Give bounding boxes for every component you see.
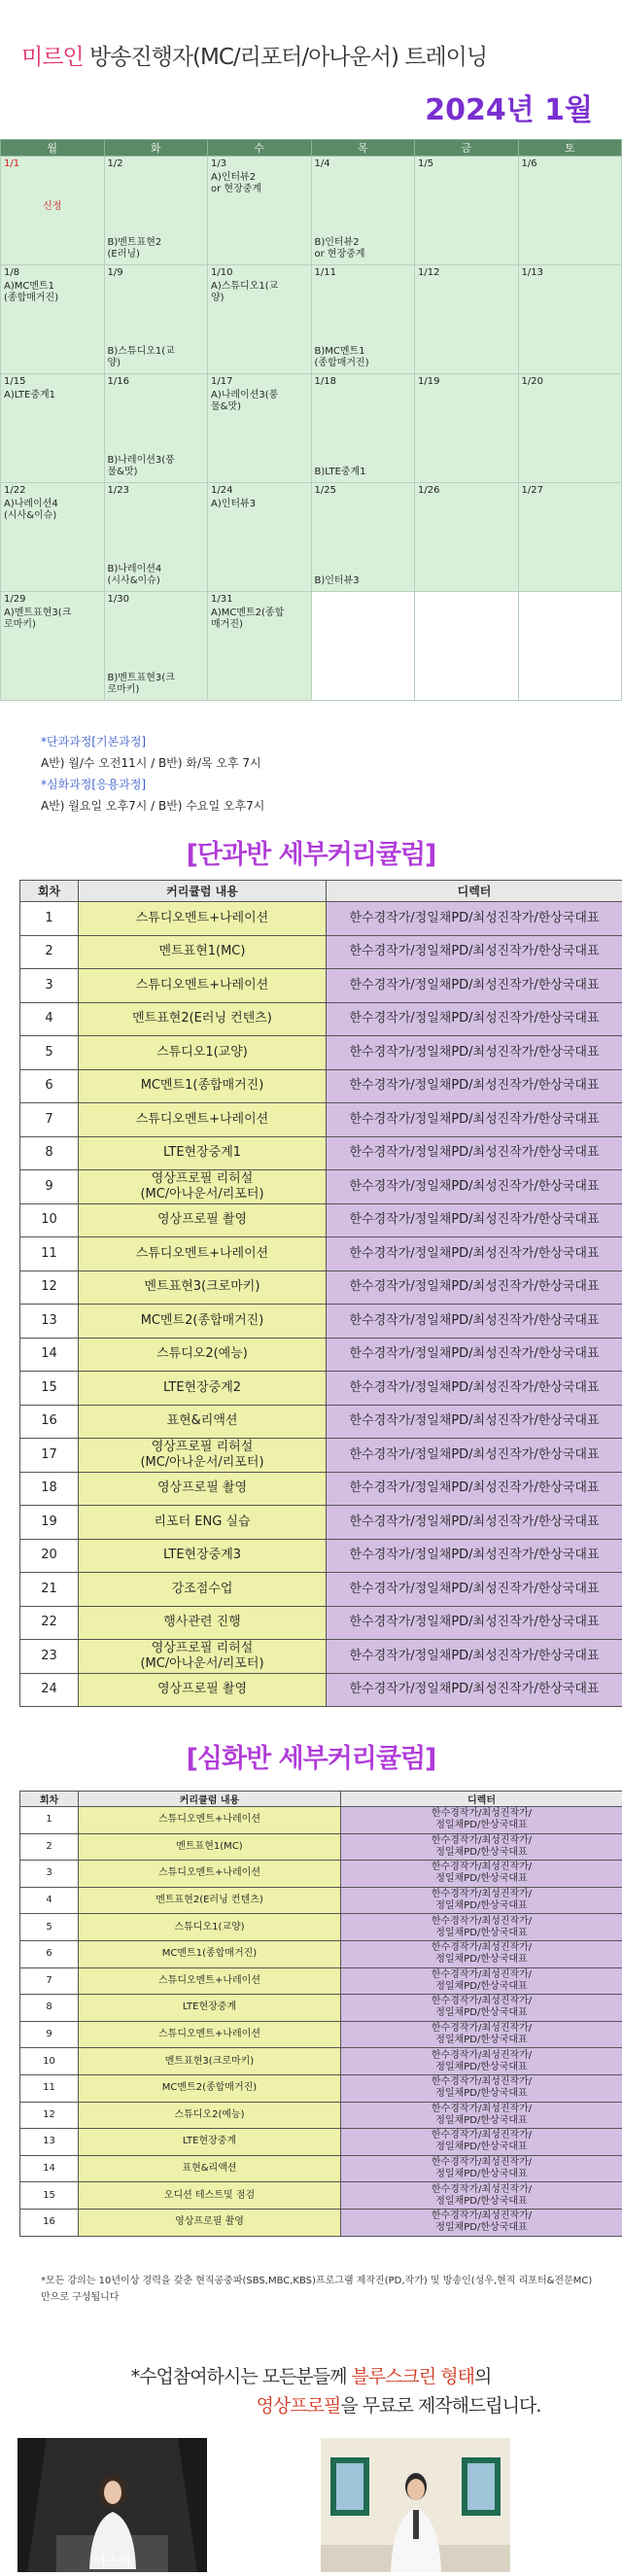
curriculum-row — [20, 935, 622, 969]
round-number: 15 — [20, 1372, 79, 1406]
director-names: 한수경작가/정일채PD/최성진작가/한상국대표 — [327, 1439, 622, 1473]
curriculum-row — [20, 1995, 622, 2022]
calendar-week — [1, 483, 622, 592]
calendar-date: 1/20 — [521, 376, 543, 387]
calendar-date: 1/30 — [107, 594, 129, 605]
curriculum-content: 스튜디오멘트+나레이션 — [79, 1103, 327, 1137]
curriculum-content: 영상프로필 리허설 (MC/아나운서/리포터) — [79, 1439, 327, 1473]
col-header-round: 회차 — [20, 881, 79, 902]
curriculum-content: 표현&리액션 — [79, 1405, 327, 1439]
curriculum-content: 스튜디오멘트+나레이션 — [79, 902, 327, 936]
curriculum-content: 오디션 테스트및 점검 — [79, 2182, 341, 2210]
round-number: 3 — [20, 969, 79, 1003]
curriculum-row — [20, 2048, 622, 2075]
calendar-day-cell — [415, 592, 519, 701]
curriculum-row — [20, 1069, 622, 1103]
basic-curriculum-table — [19, 880, 622, 1707]
calendar-day-cell — [1, 374, 105, 483]
curriculum-row — [20, 2129, 622, 2156]
curriculum-row — [20, 1967, 622, 1995]
title-text: 방송진행자(MC/리포터/아나운서) 트레이닝 — [83, 45, 488, 70]
curriculum-content: 스튜디오멘트+나레이션 — [79, 1237, 327, 1271]
round-number: 16 — [20, 1405, 79, 1439]
curriculum-content: LTE현장중계2 — [79, 1372, 327, 1406]
curriculum-content: 스튜디오멘트+나레이션 — [79, 969, 327, 1003]
round-number: 1 — [20, 1807, 79, 1834]
director-names: 한수경작가/정일채PD/최성진작가/한상국대표 — [327, 1170, 622, 1204]
calendar-day-cell — [104, 157, 208, 265]
round-number: 6 — [20, 1069, 79, 1103]
director-names: 한수경작가/정일채PD/최성진작가/한상국대표 — [327, 1002, 622, 1036]
promo-line-1 — [0, 2362, 622, 2388]
round-number: 9 — [20, 2021, 79, 2048]
curriculum-content: MC멘트1(종합매거진) — [79, 1940, 341, 1967]
director-names: 한수경작가/최성진작가/ 정일채PD/한상국대표 — [341, 1861, 622, 1888]
curriculum-content: 스튜디오1(교양) — [79, 1914, 341, 1941]
curriculum-content: 영상프로필 촬영 — [79, 1673, 327, 1707]
curriculum-content: 멘트표현3(크로마키) — [79, 2048, 341, 2075]
calendar-week — [1, 265, 622, 374]
promo-line-2 — [175, 2391, 622, 2418]
curriculum-row — [20, 1472, 622, 1506]
director-names: 한수경작가/정일채PD/최성진작가/한상국대표 — [327, 1271, 622, 1305]
calendar-date: 1/31 — [211, 594, 233, 605]
calendar-date: 1/13 — [521, 267, 543, 278]
curriculum-content: LTE현장중계3 — [79, 1539, 327, 1573]
advanced-course-label: *심화과정[응용과정] — [41, 778, 147, 791]
curriculum-content: 스튜디오2(예능) — [79, 1338, 327, 1372]
curriculum-row — [20, 2182, 622, 2210]
calendar-date: 1/25 — [314, 485, 336, 496]
curriculum-row — [20, 1833, 622, 1861]
curriculum-row — [20, 902, 622, 936]
curriculum-content: LTE현장중계1 — [79, 1136, 327, 1170]
calendar-date: 1/11 — [314, 267, 336, 278]
col-header-content: 커리큘럼 내용 — [79, 881, 327, 902]
photo-caption: 이초배 — [93, 2555, 131, 2569]
round-number: 7 — [20, 1967, 79, 1995]
director-names: 한수경작가/정일채PD/최성진작가/한상국대표 — [327, 1305, 622, 1339]
curriculum-content: MC멘트2(종합매거진) — [79, 1305, 327, 1339]
class-b-session: B)인터뷰2 or 현장중계 — [314, 237, 365, 260]
curriculum-row — [20, 1305, 622, 1339]
curriculum-content: 스튜디오멘트+나레이션 — [79, 1807, 341, 1834]
promo-text: 의 — [474, 2366, 492, 2387]
round-number: 22 — [20, 1606, 79, 1640]
curriculum-row — [20, 1103, 622, 1137]
curriculum-content: 영상프로필 촬영 — [79, 2209, 341, 2236]
calendar-week — [1, 157, 622, 265]
brand-name: 미르인 — [21, 45, 84, 70]
promo-highlight-profile: 영상프로필 — [256, 2395, 341, 2417]
director-names: 한수경작가/정일채PD/최성진작가/한상국대표 — [327, 1606, 622, 1640]
calendar-day-cell — [208, 157, 312, 265]
profile-photo-woman — [17, 2438, 207, 2572]
director-names: 한수경작가/최성진작가/ 정일채PD/한상국대표 — [341, 1995, 622, 2022]
director-names: 한수경작가/정일채PD/최성진작가/한상국대표 — [327, 1506, 622, 1540]
calendar-day-header: 금 — [415, 140, 519, 157]
director-names: 한수경작가/정일채PD/최성진작가/한상국대표 — [327, 1405, 622, 1439]
curriculum-content: 스튜디오멘트+나레이션 — [79, 1967, 341, 1995]
curriculum-content: 행사관련 진행 — [79, 1606, 327, 1640]
curriculum-content: 표현&리액션 — [79, 2155, 341, 2182]
curriculum-content: 영상프로필 리허설 (MC/아나운서/리포터) — [79, 1640, 327, 1674]
round-number: 15 — [20, 2182, 79, 2210]
curriculum-row — [20, 1673, 622, 1707]
curriculum-content: 영상프로필 촬영 — [79, 1203, 327, 1237]
calendar-date: 1/12 — [418, 267, 440, 278]
curriculum-row — [20, 1539, 622, 1573]
curriculum-content: 리포터 ENG 실습 — [79, 1506, 327, 1540]
promo-text: 을 무료로 제작해드립니다. — [340, 2395, 541, 2417]
col-header-round: 회차 — [20, 1792, 79, 1807]
round-number: 7 — [20, 1103, 79, 1137]
director-names: 한수경작가/정일채PD/최성진작가/한상국대표 — [327, 1640, 622, 1674]
class-b-session: B)스튜디오1(교 양) — [107, 346, 175, 368]
calendar-date: 1/5 — [418, 158, 434, 169]
calendar-day-cell — [311, 483, 415, 592]
class-a-session: A)멘트표현3(크 로마키) — [4, 608, 72, 630]
calendar-date: 1/15 — [4, 376, 26, 387]
calendar-date: 1/1 — [4, 158, 20, 169]
advanced-course-times: A반) 월요일 오후7시 / B반) 수요일 오후7시 — [41, 799, 265, 813]
curriculum-row — [20, 1606, 622, 1640]
class-calendar — [0, 139, 622, 701]
promo-text: *수업참여하시는 모든분들께 — [130, 2366, 352, 2387]
curriculum-row — [20, 1338, 622, 1372]
calendar-date: 1/16 — [107, 376, 129, 387]
director-names: 한수경작가/최성진작가/ 정일채PD/한상국대표 — [341, 2182, 622, 2210]
curriculum-content: 멘트표현2(E러닝 컨텐츠) — [79, 1002, 327, 1036]
round-number: 23 — [20, 1640, 79, 1674]
class-a-session: A)나레이션3(풍 물&맛) — [211, 390, 279, 412]
profile-photo-man — [321, 2438, 510, 2572]
calendar-date: 1/17 — [211, 376, 233, 387]
calendar-month: 2024년 1월 — [425, 93, 593, 127]
curriculum-row — [20, 1237, 622, 1271]
calendar-day-cell — [311, 265, 415, 374]
class-b-session: B)나레이션4 (시사&이슈) — [107, 564, 162, 586]
calendar-day-cell — [1, 157, 105, 265]
director-names: 한수경작가/정일채PD/최성진작가/한상국대표 — [327, 1673, 622, 1707]
director-names: 한수경작가/정일채PD/최성진작가/한상국대표 — [327, 1136, 622, 1170]
calendar-day-cell — [415, 483, 519, 592]
calendar-date: 1/8 — [4, 267, 20, 278]
director-names: 한수경작가/최성진작가/ 정일채PD/한상국대표 — [341, 2155, 622, 2182]
advanced-curriculum-table — [19, 1791, 622, 2237]
calendar-day-cell — [311, 374, 415, 483]
director-names: 한수경작가/정일채PD/최성진작가/한상국대표 — [327, 1472, 622, 1506]
round-number: 14 — [20, 2155, 79, 2182]
director-names: 한수경작가/정일채PD/최성진작가/한상국대표 — [327, 1103, 622, 1137]
calendar-date: 1/26 — [418, 485, 440, 496]
director-names: 한수경작가/정일채PD/최성진작가/한상국대표 — [327, 902, 622, 936]
class-b-session: B)나레이션3(풍 물&맛) — [107, 455, 175, 477]
director-names: 한수경작가/최성진작가/ 정일채PD/한상국대표 — [341, 2209, 622, 2236]
calendar-date: 1/9 — [107, 267, 123, 278]
calendar-day-cell — [518, 157, 622, 265]
class-a-session: A)인터뷰2 or 현장중계 — [211, 172, 262, 194]
calendar-day-cell — [415, 157, 519, 265]
curriculum-row — [20, 1170, 622, 1204]
round-number: 11 — [20, 1237, 79, 1271]
curriculum-row — [20, 2155, 622, 2182]
director-names: 한수경작가/정일채PD/최성진작가/한상국대표 — [327, 969, 622, 1003]
curriculum-content: 멘트표현1(MC) — [79, 935, 327, 969]
round-number: 18 — [20, 1472, 79, 1506]
calendar-day-cell — [518, 374, 622, 483]
class-b-session: B)멘트표현3(크 로마키) — [107, 673, 175, 695]
round-number: 10 — [20, 2048, 79, 2075]
curriculum-content: LTE현장중계 — [79, 1995, 341, 2022]
director-names: 한수경작가/정일채PD/최성진작가/한상국대표 — [327, 1573, 622, 1607]
director-names: 한수경작가/최성진작가/ 정일채PD/한상국대표 — [341, 1807, 622, 1834]
page-title — [21, 39, 487, 71]
curriculum-row — [20, 1036, 622, 1070]
curriculum-content: 강조점수업 — [79, 1573, 327, 1607]
round-number: 6 — [20, 1940, 79, 1967]
director-names: 한수경작가/정일채PD/최성진작가/한상국대표 — [327, 1036, 622, 1070]
director-names: 한수경작가/최성진작가/ 정일채PD/한상국대표 — [341, 2048, 622, 2075]
curriculum-content: 멘트표현3(크로마키) — [79, 1271, 327, 1305]
calendar-date: 1/18 — [314, 376, 336, 387]
round-number: 19 — [20, 1506, 79, 1540]
curriculum-content: 스튜디오2(예능) — [79, 2102, 341, 2129]
holiday-label: 신정 — [43, 201, 62, 212]
curriculum-row — [20, 1405, 622, 1439]
class-b-session: B)LTE중계1 — [314, 467, 366, 477]
curriculum-row — [20, 1372, 622, 1406]
calendar-day-cell — [415, 374, 519, 483]
calendar-day-cell — [104, 265, 208, 374]
calendar-day-header: 토 — [518, 140, 622, 157]
calendar-date: 1/19 — [418, 376, 440, 387]
calendar-day-cell — [1, 483, 105, 592]
round-number: 4 — [20, 1002, 79, 1036]
basic-course-times: A반) 월/수 오전11시 / B반) 화/목 오후 7시 — [41, 756, 261, 770]
round-number: 8 — [20, 1995, 79, 2022]
calendar-day-cell — [1, 265, 105, 374]
col-header-director: 디렉터 — [327, 881, 622, 902]
curriculum-content: 멘트표현2(E러닝 컨텐츠) — [79, 1887, 341, 1914]
director-names: 한수경작가/최성진작가/ 정일채PD/한상국대표 — [341, 1967, 622, 1995]
round-number: 13 — [20, 2129, 79, 2156]
round-number: 9 — [20, 1170, 79, 1204]
class-a-session: A)MC멘트2(종합 매거진) — [211, 608, 285, 630]
advanced-curriculum-title: [심화반 세부커리큘럼] — [186, 1744, 436, 1774]
calendar-week — [1, 374, 622, 483]
calendar-day-cell — [518, 265, 622, 374]
round-number: 2 — [20, 935, 79, 969]
class-a-session: A)스튜디오1(교 양) — [211, 281, 279, 303]
calendar-day-cell — [1, 592, 105, 701]
director-names: 한수경작가/정일채PD/최성진작가/한상국대표 — [327, 1237, 622, 1271]
calendar-date: 1/4 — [314, 158, 330, 169]
calendar-date: 1/23 — [107, 485, 129, 496]
curriculum-row — [20, 1640, 622, 1674]
curriculum-content: 스튜디오1(교양) — [79, 1036, 327, 1070]
calendar-day-cell — [104, 374, 208, 483]
class-a-session: A)MC멘트1 (종합매거진) — [4, 281, 59, 303]
round-number: 17 — [20, 1439, 79, 1473]
director-names: 한수경작가/최성진작가/ 정일채PD/한상국대표 — [341, 2129, 622, 2156]
instructor-note: *모든 강의는 10년이상 경력을 갖춘 현직공중파(SBS,MBC,KBS)프로그램 제작진(PD,작가) 및 방송인(성우,현직 리포터&전문MC)만으로 구성됩니다 — [41, 2276, 593, 2303]
curriculum-row — [20, 1940, 622, 1967]
round-number: 5 — [20, 1036, 79, 1070]
curriculum-content: 멘트표현1(MC) — [79, 1833, 341, 1861]
director-names: 한수경작가/정일채PD/최성진작가/한상국대표 — [327, 1203, 622, 1237]
director-names: 한수경작가/정일채PD/최성진작가/한상국대표 — [327, 1372, 622, 1406]
curriculum-content: 영상프로필 리허설 (MC/아나운서/리포터) — [79, 1170, 327, 1204]
director-names: 한수경작가/최성진작가/ 정일채PD/한상국대표 — [341, 1914, 622, 1941]
class-b-session: B)멘트표현2 (E러닝) — [107, 237, 162, 260]
round-number: 13 — [20, 1305, 79, 1339]
basic-curriculum-title: [단과반 세부커리큘럼] — [186, 840, 436, 870]
calendar-date: 1/3 — [211, 158, 227, 169]
curriculum-content: MC멘트1(종합매거진) — [79, 1069, 327, 1103]
round-number: 20 — [20, 1539, 79, 1573]
studio-man-illustration — [321, 2438, 510, 2572]
calendar-date: 1/29 — [4, 594, 26, 605]
calendar-date: 1/27 — [521, 485, 543, 496]
class-b-session: B)인터뷰3 — [314, 575, 360, 586]
round-number: 14 — [20, 1338, 79, 1372]
director-names: 한수경작가/최성진작가/ 정일채PD/한상국대표 — [341, 1887, 622, 1914]
curriculum-row — [20, 1914, 622, 1941]
page-header — [0, 0, 622, 127]
round-number: 1 — [20, 902, 79, 936]
round-number: 10 — [20, 1203, 79, 1237]
col-header-director: 디렉터 — [341, 1792, 622, 1807]
calendar-day-header: 목 — [311, 140, 415, 157]
calendar-day-cell — [518, 483, 622, 592]
round-number: 2 — [20, 1833, 79, 1861]
director-names: 한수경작가/정일채PD/최성진작가/한상국대표 — [327, 1539, 622, 1573]
calendar-date: 1/24 — [211, 485, 233, 496]
round-number: 8 — [20, 1136, 79, 1170]
col-header-content: 커리큘럼 내용 — [79, 1792, 341, 1807]
curriculum-row — [20, 1002, 622, 1036]
calendar-date: 1/2 — [107, 158, 123, 169]
calendar-date: 1/10 — [211, 267, 233, 278]
curriculum-row — [20, 2102, 622, 2129]
round-number: 12 — [20, 2102, 79, 2129]
round-number: 16 — [20, 2209, 79, 2236]
round-number: 3 — [20, 1861, 79, 1888]
round-number: 5 — [20, 1914, 79, 1941]
curriculum-row — [20, 1807, 622, 1834]
calendar-week — [1, 592, 622, 701]
director-names: 한수경작가/최성진작가/ 정일채PD/한상국대표 — [341, 1833, 622, 1861]
director-names: 한수경작가/최성진작가/ 정일채PD/한상국대표 — [341, 2074, 622, 2102]
calendar-day-cell — [311, 157, 415, 265]
director-names: 한수경작가/정일채PD/최성진작가/한상국대표 — [327, 1069, 622, 1103]
curriculum-row — [20, 1203, 622, 1237]
calendar-day-header: 월 — [1, 140, 105, 157]
round-number: 21 — [20, 1573, 79, 1607]
class-a-session: A)LTE중계1 — [4, 390, 56, 400]
director-names: 한수경작가/정일채PD/최성진작가/한상국대표 — [327, 1338, 622, 1372]
calendar-day-cell — [104, 483, 208, 592]
curriculum-content: 스튜디오멘트+나레이션 — [79, 1861, 341, 1888]
round-number: 11 — [20, 2074, 79, 2102]
curriculum-content: 영상프로필 촬영 — [79, 1472, 327, 1506]
round-number: 24 — [20, 1673, 79, 1707]
calendar-day-cell — [415, 265, 519, 374]
calendar-day-cell — [208, 374, 312, 483]
basic-course-label: *단과과정[기본과정] — [41, 735, 147, 748]
curriculum-content: LTE현장중계 — [79, 2129, 341, 2156]
round-number: 4 — [20, 1887, 79, 1914]
director-names: 한수경작가/정일채PD/최성진작가/한상국대표 — [327, 935, 622, 969]
curriculum-row — [20, 1506, 622, 1540]
class-a-session: A)인터뷰3 — [211, 499, 257, 509]
promo-highlight-bluescreen: 블루스크린 형태 — [351, 2366, 474, 2387]
curriculum-row — [20, 969, 622, 1003]
curriculum-row — [20, 1887, 622, 1914]
director-names: 한수경작가/최성진작가/ 정일채PD/한상국대표 — [341, 2021, 622, 2048]
curriculum-row — [20, 2209, 622, 2236]
calendar-day-cell — [208, 265, 312, 374]
calendar-day-cell — [104, 592, 208, 701]
director-names: 한수경작가/최성진작가/ 정일채PD/한상국대표 — [341, 1940, 622, 1967]
curriculum-row — [20, 1271, 622, 1305]
curriculum-row — [20, 1439, 622, 1473]
round-number: 12 — [20, 1271, 79, 1305]
calendar-day-cell — [311, 592, 415, 701]
curriculum-row — [20, 1136, 622, 1170]
curriculum-row — [20, 2074, 622, 2102]
director-names: 한수경작가/최성진작가/ 정일채PD/한상국대표 — [341, 2102, 622, 2129]
class-a-session: A)나레이션4 (시사&이슈) — [4, 499, 58, 521]
calendar-date: 1/22 — [4, 485, 26, 496]
curriculum-row — [20, 2021, 622, 2048]
class-schedule — [41, 731, 264, 817]
calendar-date: 1/6 — [521, 158, 537, 169]
calendar-day-header: 화 — [104, 140, 208, 157]
curriculum-content: MC멘트2(종합매거진) — [79, 2074, 341, 2102]
class-b-session: B)MC멘트1 (종합매거진) — [314, 346, 369, 368]
curriculum-content: 스튜디오멘트+나레이션 — [79, 2021, 341, 2048]
curriculum-row — [20, 1861, 622, 1888]
calendar-day-cell — [518, 592, 622, 701]
calendar-day-cell — [208, 483, 312, 592]
calendar-day-cell — [208, 592, 312, 701]
calendar-day-header: 수 — [208, 140, 312, 157]
curriculum-row — [20, 1573, 622, 1607]
